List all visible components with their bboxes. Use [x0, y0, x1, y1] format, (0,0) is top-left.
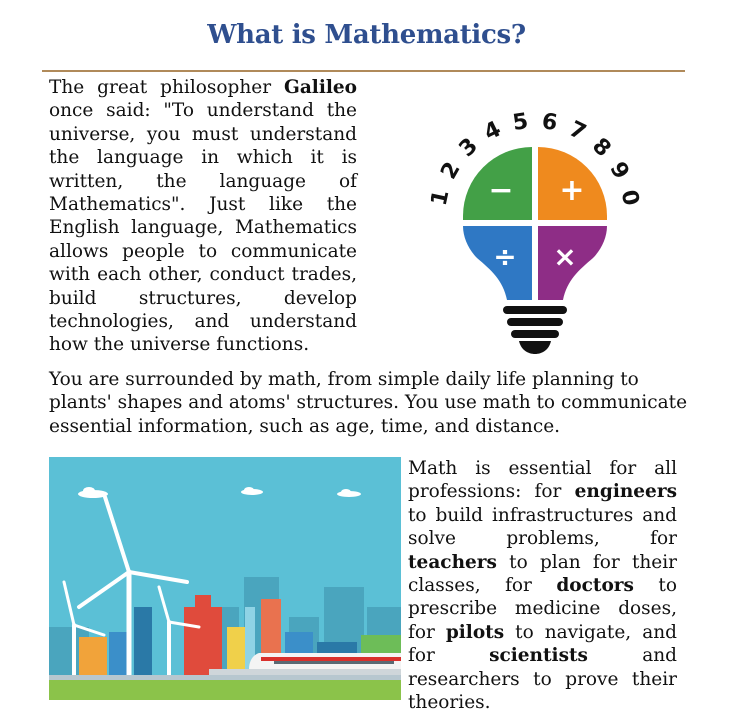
professions-text-4: to prescribe medicine doses, for	[408, 575, 677, 643]
professions-text-1: Math is essential for all professions: for	[408, 458, 677, 503]
page-title: What is Mathematics?	[207, 20, 526, 50]
professions-text-6: and researchers to prove their theories.	[408, 645, 677, 714]
professions-text-2: to build infrastructures and solve problems, for	[408, 504, 677, 550]
plus-icon: +	[559, 173, 585, 208]
professions-text-5: to navigate, and for	[408, 621, 677, 667]
digit-8: 8	[587, 133, 616, 163]
intro-paragraph	[49, 76, 357, 357]
professions-paragraph	[408, 457, 677, 714]
digit-3: 3	[454, 133, 483, 163]
digit-6: 6	[540, 109, 560, 137]
word-engineers: engineers	[574, 481, 677, 503]
digit-2: 2	[436, 157, 466, 184]
digit-7: 7	[564, 116, 590, 146]
word-teachers: teachers	[408, 551, 497, 573]
word-doctors: doctors	[556, 575, 634, 597]
times-icon: ×	[553, 240, 577, 273]
intro-text-2: once said: "To understand the universe, you must understand the language in which it is written, the language of Mathematics". Just like the English language, Mathematics allows people to communicate with each other, conduct trades, build structures, develop technologies, and understand how the universe functions.	[49, 100, 357, 356]
digit-0: 0	[615, 187, 644, 208]
title-divider	[42, 70, 685, 72]
divide-icon: ÷	[493, 240, 517, 273]
galileo-name: Galileo	[284, 77, 357, 98]
minus-icon: −	[488, 173, 514, 208]
bulb-base-icon	[503, 306, 567, 354]
math-lightbulb-illustration	[415, 100, 655, 360]
surroundings-paragraph: You are surrounded by math, from simple daily life planning to plants' shapes and atoms' structures. You use math to communicate essential information, such as age, time, and distance.	[49, 369, 688, 437]
digit-5: 5	[510, 109, 530, 137]
digit-9: 9	[604, 157, 634, 184]
city-illustration	[49, 457, 401, 700]
professions-text-3: to plan for their classes, for	[408, 551, 677, 597]
intro-text-1: The great philosopher	[49, 77, 285, 98]
word-scientists: scientists	[489, 645, 588, 667]
digit-4: 4	[480, 116, 506, 146]
digit-1: 1	[426, 187, 455, 208]
word-pilots: pilots	[445, 621, 505, 643]
